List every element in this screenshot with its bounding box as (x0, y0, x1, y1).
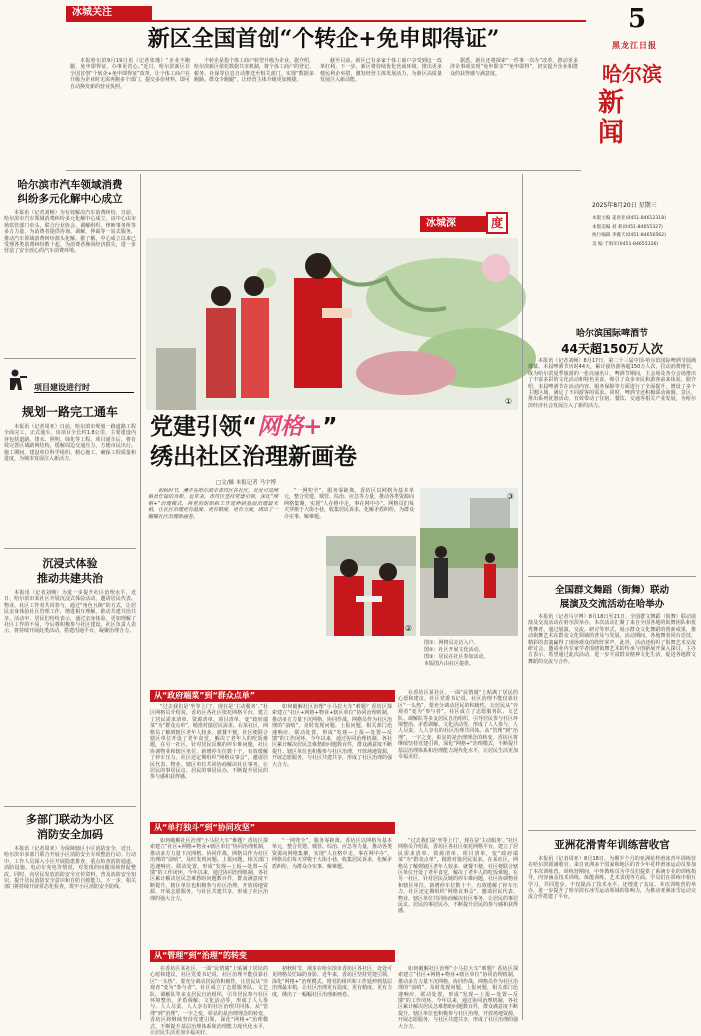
left-story1-body: 本报讯（记者刘畅）为有效解决汽车消费纠纷，日前，哈尔滨市汽车领域消费纠纷多元化解中心成立。该中心由市场监管部门牵头，联合行业协会、调解组织、律师事务所等多方力量，为消费者提供咨询、调解、仲裁等一站式服务，推动汽车领域消费纠纷源头化解。据了解，中心成立以来已受理各类消费纠纷数十起，为消费者挽回经济损失，进一步营造了安全放心的汽车消费环境。 (4, 210, 136, 255)
feature-tag-char: 度 (486, 212, 508, 234)
masthead (590, 0, 701, 260)
left-rule-2 (4, 548, 136, 549)
section2-col-b: “一网兜全”，服务零距离。香坊区以网格为基本单元，整合党建、城管、综治、应急等力量，推动各类资源向网格集聚，实现“人在格中走、事在网中办”。网格员们每天穿梭于大街小巷，收集居民诉求，化解矛盾纠纷，为群众办实事、解难题。 (272, 838, 393, 870)
left-story3-body: 本报讯（记者刘畅）为进一步提升社区治理水平，近日，哈尔滨市某社区开展沉浸式体验活动，邀请居民代表、物业、社区工作者共同参与，通过“角色互换”的方式，让居民亲身体验社区管理工作，增进相互理解，推动共建共治共享。活动中，居民们纷纷表示，通过亲身体验，更加理解了社区工作的不易，今后将积极参与社区建设。社区负责人表示，将持续开展此类活动，搭建沟通平台，凝聚治理合力。 (4, 590, 136, 635)
section1-head: 从“政府端菜”到“群众点单” (150, 690, 395, 702)
section1-col-b: 如何破解社区治理“小马拉大车”难题？香坊区探索建立“社区+网格+物业+辖区单位”协同治理机制，推动多方力量下沉网格、协同作战。网格员作为社区治理的“前哨”，及时发现问题、上报问题，相关部门迅速响应、联动处置，形成“发现—上报—处置—反馈”的工作闭环。今年以来，通过协同治理机制，各社区累计解决居民急难愁盼问题数百件，群众满意度不断提升。辖区单位也积极参与社区治理，开放场地资源，开展志愿服务，与社区共建共享，形成了社区治理的强大合力。 (272, 704, 393, 768)
right-rule-2 (528, 830, 696, 831)
right-story2-title: 全国群文舞蹈（街舞）联动 展演及交流活动在哈举办 (554, 585, 669, 610)
edition-name: 新闻 (598, 88, 625, 148)
lead-col-4: 据悉，新区还将探索“一件事一次办”改革，推动更多涉企事项实现“免申即享”“免申即得”，切实提升企业和群众的获得感与满意度。 (450, 58, 578, 77)
street-scene-illustration (420, 488, 518, 636)
edition-city: 哈尔滨 (602, 62, 662, 86)
column-tag-bingcheng-guanzhu: 冰城关注 (66, 6, 152, 20)
feature-column-tag (420, 212, 520, 234)
left-rule-1 (4, 358, 136, 359)
feature-tag-label: 冰城深 (420, 216, 490, 232)
section1-col-c: 在香坊区某社区，一面“民情墙”上贴满了居民的心愿和建议。社区党委书记说，社区治理不能仅靠社区“一头热”，要充分调动居民的积极性，让居民从“旁观者”变为“参与者”。社区成立了志愿服务队、文艺队、调解队等多支居民自治组织，引导居民参与社区环境整治、矛盾调解、文化活动等，形成了人人参与、人人尽责、人人享有的社区治理共同体。从“管理”到“治理”，一字之变，彰显的是治理理念的转变。香坊区将继续坚持党建引领，深化“网格+”治理模式，不断提升基层治理体系和治理能力现代化水平，让居民生活更加幸福美好。 (398, 690, 519, 761)
staff-line: 美 编 于海军(0451-84655326) (592, 241, 659, 247)
staff-list (592, 215, 666, 249)
lead-headline: 新区全国首创“个转企+免申即得证” (147, 26, 500, 52)
right-story1-subtitle: 44天超150万人次 (561, 342, 663, 356)
staff-line: 执行编辑 李冀天(0451-84656562) (592, 233, 666, 238)
left-story1-title: 哈尔滨市汽车领域消费 纠纷多元化解中心成立 (17, 179, 123, 205)
lead-bottom-rule (66, 170, 581, 171)
project-tag-label: 项目建设进行时 (34, 383, 90, 392)
photo-label-2: ② (404, 624, 412, 633)
right-story1-body: 本报讯（记者刘畅）8月17日，第二十三届中国·哈尔滨国际啤酒节圆满落幕。本届啤酒节历时44天，累计接待游客超150万人次，拉动消费增长，成为哈尔滨夏季旅游的一张亮丽名片。啤酒节期间，主会场及各分会场推出了丰富多彩的文化活动和特色美食，吸引了众多市民和游客前来体验。据介绍，本届啤酒节在活动内容、服务保障等方面进行了全面提升，增设了多个主题区域，满足了不同游客的需求。同时，啤酒节还积极联动商圈、景区，推出系列优惠活动，有效带动了住宿、餐饮、交通等相关产业发展，为哈尔滨经济社会发展注入了新的活力。 (528, 358, 696, 409)
lead-col-1: 本报哈尔滨9月19日讯（记者张瑾）“企业不跑腿，免申即得证，办事更省心。”近日，哈尔滨新区在全国首创“个转企+免申即得证”改革，让个体工商户在升级为企业时无需再跑多个部门、提交多份材料，即可自动换发新的营业执照。 (70, 58, 191, 90)
left-story4-body: 本报讯（记者周亚）为保障辖区小区消防安全，近日，哈尔滨市多部门联合开展小区消防安全专项整治行动。行动中，工作人员深入小区开展隐患排查，重点检查消防通道、消防设施、电动车充电等情况，对发现的问题现场督促整改。同时，向居民发放消防安全宣传资料，普及消防安全知识，提升居民消防安全意识和自防自救能力。下一步，相关部门将持续开展常态化检查，筑牢小区消防安全防线。 (4, 846, 136, 891)
section2-col-c: “过去我们是‘坐等上门’，现在是‘主动服务’。”社区网格员介绍说，香坊区各社区依托网格平台，建立了居民需求清单、资源清单、项目清单，变“政府端菜”为“群众点单”，精准对接居民需求。在某社区，网格员了解到辖区老年人较多、就餐不便，社区便联合辖区单位开设了老年食堂，解决了老年人的吃饭难题。在另一社区，针对居民反映的停车难问题，社区协调物业和辖区单位，新增停车位数十个，有效缓解了停车压力。社区还定期组织“网格议事会”，邀请居民代表、物业、辖区单位共同协商解决社区事务，让居民的事居民议、居民的事居民办，不断提升居民的参与感和获得感。 (398, 838, 519, 915)
paper-name: 黑龙江日报 (612, 41, 657, 50)
feature-headline (150, 412, 420, 472)
left-vertical-rule (140, 174, 141, 1020)
section3-col-c: 如何破解社区治理“小马拉大车”难题？香坊区探索建立“社区+网格+物业+辖区单位”协同治理机制，推动多方力量下沉网格、协同作战。网格员作为社区治理的“前哨”，及时发现问题、上报问题，相关部门迅速响应、联动处置，形成“发现—上报—处置—反馈”的工作闭环。今年以来，通过协同治理机制，各社区累计解决居民急难愁盼问题数百件，群众满意度不断提升。辖区单位也积极参与社区治理，开放场地资源，开展志愿服务，与社区共建共享，形成了社区治理的强大合力。 (398, 966, 519, 1030)
lead-col-2: 个转企是指个体工商户转型升级为企业。据介绍，哈尔滨新区依托数据共享机制，将个体工商户的登记、税务、社保等信息自动推送至相关部门，实现“数据多跑路、群众少跑腿”，让经营主体升级更加便捷。 (194, 58, 315, 84)
lead-col-3: 截至目前，新区已有多家个体工商户享受到这一改革红利。下一步，新区将持续优化营商环境，推出更多便民利企举措，激发经营主体发展活力，为新区高质量发展注入新动能。 (320, 58, 442, 84)
feature-headline-line1 (150, 412, 420, 442)
date-line: 2025年8月20日 星期三 (592, 202, 657, 209)
page-number: 5 (628, 4, 647, 34)
photo-mural (146, 238, 518, 410)
left-rule-3 (4, 806, 136, 807)
section3-col-b: 初秋时节，漫步在哈尔滨市香坊区各社区，处处可见网格员忙碌的身影。近年来，香坊区坚持党建引领，深化“网格+”治理模式，将党的组织和工作延伸到基层治理最末梢，让社区治理更有温度、更有精度、更有力度，绣出了一幅幅社区治理新画卷。 (272, 966, 393, 998)
photo-street-scene (420, 488, 518, 636)
section2-head: 从“单打独斗”到“协同攻坚” (150, 822, 395, 834)
project-tag (4, 366, 136, 396)
project-tag-underline (34, 392, 134, 393)
feature-title-tail: ” (322, 414, 338, 440)
feature-byline: □文/摄 本报记者 马宇博 (216, 480, 277, 486)
right-story3-body: 本报讯（记者周亚）8月18日，为期半个月的亚洲花样滑冰青年训练营在哈尔滨圆满收官。来自亚洲多个国家和地区的青少年花样滑冰运动员参加了本次训练营。训练营期间，中外教练员为学员们提供了系统专业的训练指导，内容涵盖技术训练、体能训练、艺术表现等方面。学员们在训练中相互学习、共同进步，不仅提高了技术水平，还增进了友谊。本次训练营的举办，进一步提升了哈尔滨在冰雪运动领域的影响力，为推动亚洲冰雪运动交流合作搭建了平台。 (528, 856, 696, 901)
photo-captions: 图①：网格员走访入户。 图②：社区开展文化活动。 图③：居民在社区参加活动。 本版图片由社区提供。 (424, 640, 489, 667)
photo-label-3: ③ (506, 492, 514, 501)
left-story3-title: 沉浸式体验 推动共建共治 (37, 557, 103, 585)
mural-illustration (146, 238, 518, 410)
section2-col-a: 如何破解社区治理“小马拉大车”难题？香坊区探索建立“社区+网格+物业+辖区单位”协同治理机制，推动多方力量下沉网格、协同作战。网格员作为社区治理的“前哨”，及时发现问题、上报问题，相关部门迅速响应、联动处置，形成“发现—上报—处置—反馈”的工作闭环。今年以来，通过协同治理机制，各社区累计解决居民急难愁盼问题数百件，群众满意度不断提升。辖区单位也积极参与社区治理，开放场地资源，开展志愿服务，与社区共建共享，形成了社区治理的强大合力。 (150, 838, 268, 902)
left-story2-body: 本报讯（记者周亚）日前，哈尔滨市规划一路道路工程全面完工，正式通车。该项目全长约1.8公里，主要建设内容包括道路、排水、照明、绿化等工程。项目通车后，将有效完善区域路网结构，缓解周边交通压力，方便市民出行。施工期间，建设单位科学组织、精心施工，确保工程质量和进度，为城市发展注入新活力。 (4, 424, 136, 463)
community-workers-illustration (326, 536, 416, 636)
right-story3-title: 亚洲花滑青年训练营收官 (554, 839, 670, 851)
feature-title-lead: 党建引领“ (150, 414, 258, 440)
photo-label-1: ① (504, 397, 512, 406)
worker-silhouette-icon (6, 368, 28, 392)
feature-title-highlight: 网格+ (257, 414, 323, 440)
right-story2-body: 本报讯（记者马宇博）8月18日至21日，全国群文舞蹈（街舞）联动展演及交流活动在哈尔滨举办。本次活动汇聚了来自全国各地的街舞团队和优秀舞者，通过展演、交流、研讨等形式，展示群众文化舞蹈的创新成果，推动街舞艺术在群众文化领域的普及与发展。活动期间，各地舞者同台竞技，精彩的表演赢得了现场观众的阵阵掌声。此外，活动还组织了街舞艺术交流研讨会，邀请业内专家学者围绕街舞艺术的传承与创新展开深入探讨。主办方表示，希望通过此次活动，进一步丰富群众精神文化生活，促进各地群文舞蹈的交流与合作。 (528, 614, 696, 665)
section3-col-a: 在香坊区某社区，一面“民情墙”上贴满了居民的心愿和建议。社区党委书记说，社区治理不能仅靠社区“一头热”，要充分调动居民的积极性，让居民从“旁观者”变为“参与者”。社区成立了志愿服务队、文艺队、调解队等多支居民自治组织，引导居民参与社区环境整治、矛盾调解、文化活动等，形成了人人参与、人人尽责、人人享有的社区治理共同体。从“管理”到“治理”，一字之变，彰显的是治理理念的转变。香坊区将继续坚持党建引领，深化“网格+”治理模式，不断提升基层治理体系和治理能力现代化水平，让居民生活更加幸福美好。 (150, 966, 268, 1036)
right-rule-1 (528, 576, 696, 577)
header-red-rule (66, 20, 586, 22)
photo-community-workers (326, 536, 416, 636)
staff-line: 本版美编 刘 莉(0451-84655327) (592, 224, 663, 230)
feature-intro-2: “一网兜全”，服务零距离。香坊区以网格为基本单元，整合党建、城管、综治、应急等力量，推动各类资源向网格集聚，实现“人在格中走、事在网中办”。网格员们每天穿梭于大街小巷，收集居民诉求，化解矛盾纠纷，为群众办实事、解难题。 (284, 488, 415, 520)
right-story1-title: 哈尔滨国际啤酒节 (575, 329, 648, 339)
left-story4-title: 多部门联动为小区 消防安全加码 (26, 813, 114, 841)
feature-headline-line2: 绣出社区治理新画卷 (150, 444, 357, 470)
feature-right-rule (522, 174, 523, 1020)
feature-intro: 初秋时节，漫步在哈尔滨市香坊区各社区，处处可见网格员忙碌的身影。近年来，香坊区坚持党建引领，深化“网格+”治理模式，将党的组织和工作延伸到基层治理最末梢，让社区治理更有温度、更有精度、更有力度，绣出了一幅幅社区治理新画卷。 (148, 488, 279, 520)
section1-col-a: “过去我们是‘坐等上门’，现在是‘主动服务’。”社区网格员介绍说，香坊区各社区依托网格平台，建立了居民需求清单、资源清单、项目清单，变“政府端菜”为“群众点单”，精准对接居民需求。在某社区，网格员了解到辖区老年人较多、就餐不便，社区便联合辖区单位开设了老年食堂，解决了老年人的吃饭难题。在另一社区，针对居民反映的停车难问题，社区协调物业和辖区单位，新增停车位数十个，有效缓解了停车压力。社区还定期组织“网格议事会”，邀请居民代表、物业、辖区单位共同协商解决社区事务，让居民的事居民议、居民的事居民办，不断提升居民的参与感和获得感。 (150, 704, 268, 781)
staff-line: 本版主编 姜春亚(0451-84612318) (592, 216, 666, 221)
left-story2-title: 规划一路完工通车 (21, 405, 118, 419)
section3-head: 从“管理”到“治理”的转变 (150, 950, 395, 962)
